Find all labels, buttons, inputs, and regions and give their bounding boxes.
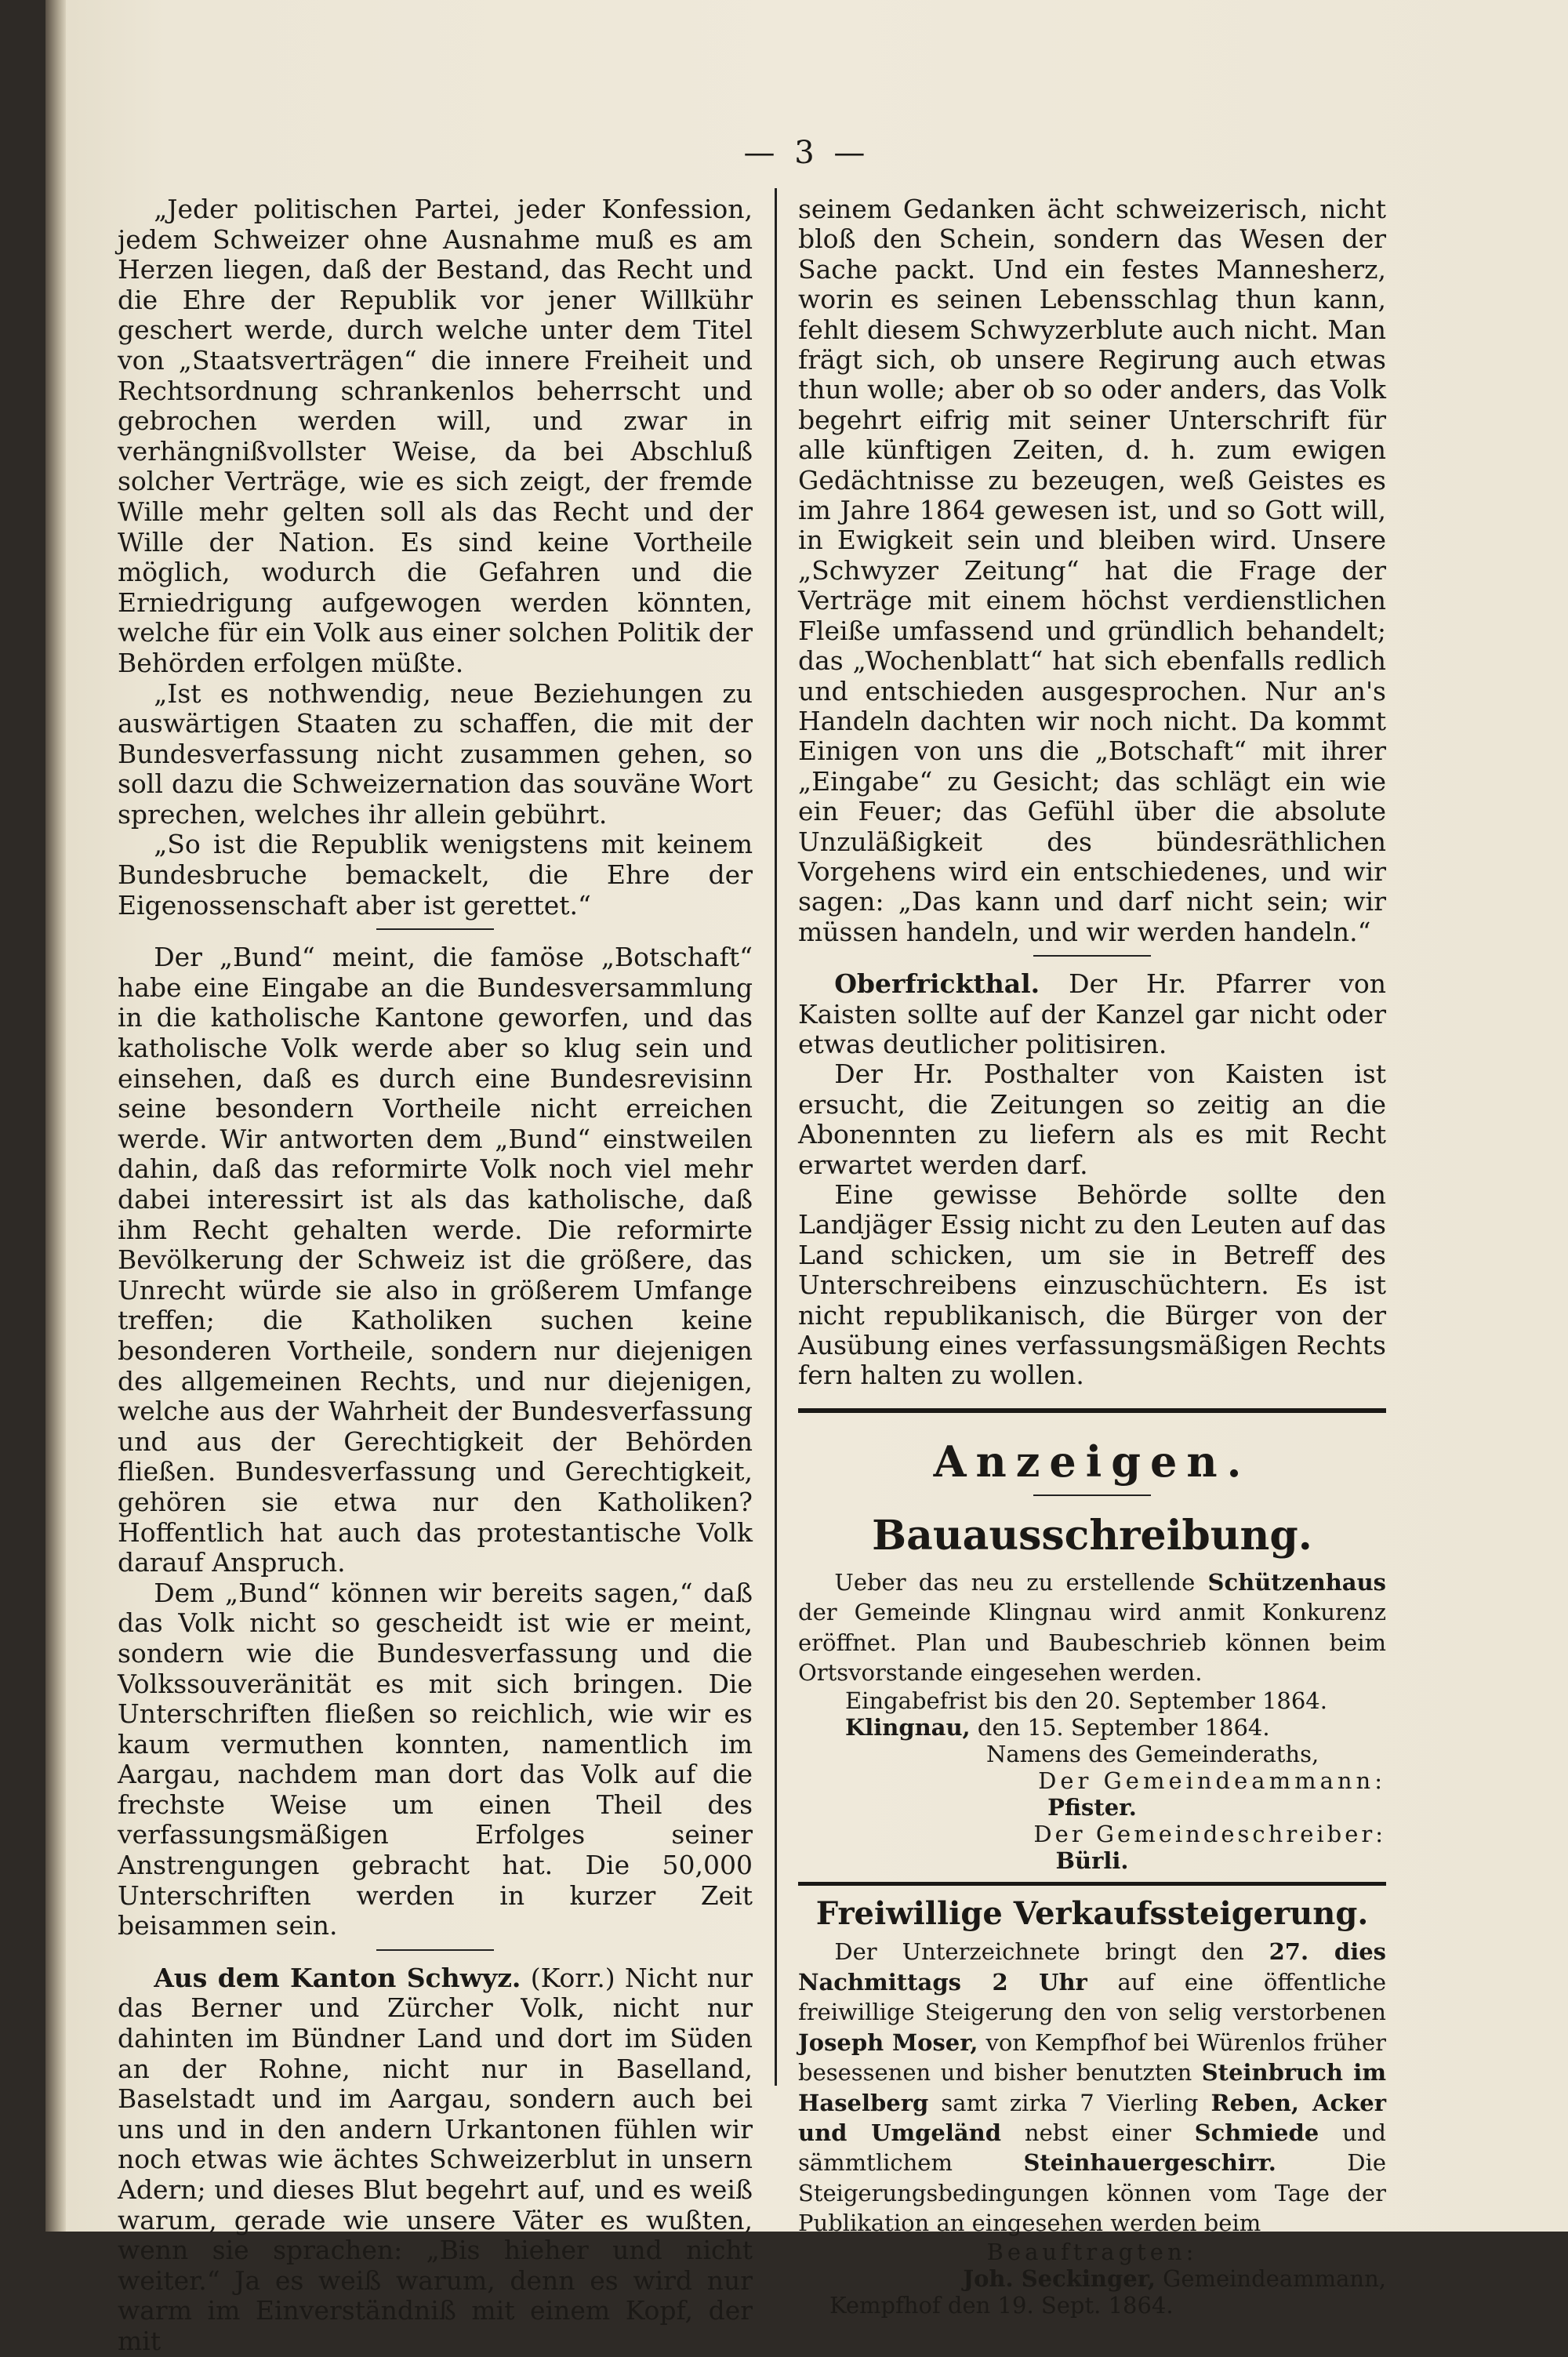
fv-text-3: von Kempfhof bei Würenlos früher besessenen und bisher benutzten [798,2028,1386,2086]
page-number: — 3 — [743,135,870,171]
fv-text-6: und sämmtlichem [798,2119,1386,2177]
anzeigen-heading: Anzeigen. [933,1436,1251,1487]
verkaufssteigerung-ad [798,1895,1386,2318]
bau-text-before: Ueber das neu zu erstellende [834,1568,1196,1596]
bau-text-bold: Schützenhaus [1207,1568,1386,1596]
heavy-rule [798,1408,1386,1413]
column-divider [775,188,777,2086]
bau-place-date [798,1714,1386,1741]
fv-signer-title: Gemeindeammann, [1163,2264,1386,2292]
fv-text-5: nebst einer [1024,2119,1171,2146]
posthalter-paragraph: Der Hr. Posthalter von Kaisten ist ersucht, die Zeitungen so zeitig an die Abonennten zu liefern als es mit Recht erwartet werden darf. [798,1059,1386,1180]
bau-namens: Namens des Gemeinderaths, [986,1741,1319,1768]
schwyz-text: (Korr.) Nicht nur das Berner und Zürcher Volk, nicht nur dahinten im Bündner Land und dort im Süden an der Rohne, nicht nur in Baselland, Baselstadt und im Aargau, sondern auch bei uns und in den andern Urkantonen fühlen wir noch etwas wie ächtes Schweizerblut in unsern Adern; und dieses Blut begehrt auf, und es weiß warum, gerade wie unsere Väter es wußten, wenn sie sprachen: „Bis hieher und nicht weiter.“ Ja es weiß warum, denn es wird nur warm im Einverständniß mit einem Kopf, der mit [118,1962,753,2356]
bauausschreibung-ad [798,1512,1386,1875]
schwyz-article [118,1963,753,2357]
fv-signer: Joh. Seckinger, [963,2264,1156,2292]
bau-text-after: der Gemeinde Klingnau wird anmit Konkurenz eröffnet. Plan und Baubeschrieb können beim Ortsvorstande eingesehen werden. [798,1599,1386,1687]
fv-bold-5: Schmiede [1194,2119,1319,2146]
fv-signer-line [798,2265,1386,2292]
fv-bold-1: 27. dies Nachmittags 2 Uhr [798,1938,1386,1996]
bau-schreiber-label: Der Gemeindeschreiber: [1033,1821,1386,1848]
section-separator [1033,955,1151,957]
fv-text-4: samt zirka 7 Vierling [941,2089,1199,2116]
bau-text [798,1567,1386,1688]
article-paragraph: Der „Bund“ meint, die famöse „Botschaft“ habe eine Eingabe an die Bundesversammlung in die katholische Kantone geworfen, und das katholische Volk werde aber so klug sein und einsehen, daß es durch eine Bundesrevisinn seine besondern Vortheile nicht erreichen werde. Wir antworten dem „Bund“ einstweilen dahin, daß das reformirte Volk noch viel mehr dabei interessirt ist als das katholische, daß ihm Recht gehalten werde. Die reformirte Bevölkerung der Schweiz ist die größere, das Unrecht würde sie also in größerem Umfange treffen; die Katholiken suchen keine besonderen Vortheile, sondern nur diejenigen des allgemeinen Rechts, und nur diejenigen, welche aus der Wahrheit der Bundesverfassung und aus der Gerechtigkeit der Behörden fließen. Bundesverfassung und Gerechtigkeit, gehören sie etwa nur den Katholiken? Hoffentlich hat auch das protestantische Volk darauf Anspruch. [118,942,753,1578]
fv-beauftragten: Beauftragten: [986,2238,1198,2265]
fv-text-2: auf eine öffentliche freiwillige Steigerung den von selig verstorbenen [798,1968,1387,2026]
article-paragraph: „So ist die Republik wenigstens mit keinem Bundesbruche bemackelt, die Ehre der Eigenossenschaft aber ist gerettet.“ [118,829,753,921]
article-paragraph: „Jeder politischen Partei, jeder Konfession, jedem Schweizer ohne Ausnahme muß es am Herzen liegen, daß der Bestand, das Recht und die Ehre der Republik vor jener Willkühr geschert werde, durch welche unter dem Titel von „Staatsverträgen“ die innere Freiheit und Rechtsordnung schrankenlos beherrscht und gebrochen werden will, und zwar in verhängnißvollster Weise, da bei Abschluß solcher Verträge, wie es sich zeigt, der fremde Wille mehr gelten soll als das Recht und der Wille der Nation. Es sind keine Vortheile möglich, wodurch die Gefahren und die Erniedrigung aufgewogen werden könnten, welche für ein Volk aus einer solchen Politik der Behörden erfolgen müßte. [118,194,753,678]
fv-bold-2: Joseph Moser, [798,2028,978,2056]
section-separator [1033,1494,1151,1496]
bau-ammann-name: Pfister. [1047,1794,1137,1821]
bau-place: Klingnau, [845,1714,971,1741]
bau-schreiber-name: Bürli. [1055,1847,1129,1875]
left-column [118,194,753,2357]
schwyz-heading: Aus dem Kanton Schwyz. [154,1962,521,1993]
fv-place-date: Kempfhof den 19. Sept. 1864. [829,2291,1174,2319]
page-fold-shadow [45,0,66,2232]
article-paragraph: „Ist es nothwendig, neue Beziehungen zu auswärtigen Staaten zu schaffen, die mit der Bundesverfassung nicht zusammen gehen, so soll dazu die Schweizernation das souväne Wort sprechen, welches ihr allein gebührt. [118,677,753,830]
fv-text-7: Die Steigerungsbedingungen können vom Tage der Publikation an eingesehen werden beim [798,2149,1386,2237]
newspaper-page [45,0,1568,2356]
fv-heading: Freiwillige Verkaufssteigerung. [815,1895,1369,1933]
section-separator [376,928,494,930]
fv-text-1: Der Unterzeichnete bringt den [834,1938,1244,1966]
oberfrick-text: Der Hr. Pfarrer von Kaisten sollte auf der Kanzel gar nicht oder etwas deutlicher politisiren. [798,968,1386,1059]
behoerde-paragraph: Eine gewisse Behörde sollte den Landjäger Essig nicht zu den Leuten auf das Land schicken, um sie in Betreff des Unterschreibens einzuschüchtern. Es ist nicht republikanisch, die Bürger von der Ausübung eines verfassungsmäßigen Rechts fern halten zu wollen. [798,1179,1386,1391]
heavy-rule [798,1882,1386,1886]
bau-deadline: Eingabefrist bis den 20. September 1864. [845,1687,1327,1715]
bau-date: den 15. September 1864. [977,1714,1270,1741]
bau-heading: Bauausschreibung. [872,1511,1312,1560]
fv-bold-4: Reben, Acker und Umgeländ [798,2089,1387,2146]
fv-bold-3: Steinbruch im Haselberg [798,2059,1387,2116]
schwyz-continuation: seinem Gedanken ächt schweizerisch, nicht bloß den Schein, sondern das Wesen der Sache packt. Und ein festes Mannesherz, worin es seinen Lebensschlag thun kann, fehlt diesem Schwyzerblute auch nicht. Man frägt sich, ob unsere Regirung auch etwas thun wolle; aber ob so oder anders, das Volk begehrt eifrig mit seiner Unterschrift für alle künftigen Zeiten, d. h. zum ewigen Gedächtnisse zu bezeugen, weß Geistes es im Jahre 1864 gewesen ist, und so Gott will, in Ewigkeit sein und bleiben wird. Unsere „Schwyzer Zeitung“ hat die Frage der Verträge mit einem höchst verdienstlichen Fleiße umfassend und gründlich behandelt; das „Wochenblatt“ hat sich ebenfalls redlich und entschieden ausgesprochen. Nur an's Handeln dachten wir noch nicht. Da kommt Einigen von uns die „Botschaft“ mit ihrer „Eingabe“ zu Gesicht; das schlägt ein wie ein Feuer; das Gefühl über die absolute Unzuläßigkeit des bündesräthlichen Vorgehens wird ein entschiedenes, und wir sagen: „Das kann und darf nicht sein; wir müssen handeln, und wir werden handeln.“ [798,194,1386,947]
article-paragraph: Dem „Bund“ können wir bereits sagen,“ daß das Volk nicht so gescheidt ist wie er meint, sondern wie die Bundesverfassung und die Volkssouveränität es mit sich bringen. Die Unterschriften fließen so reichlich, wie wir es kaum vermuthen konnten, namentlich im Aargau, nachdem man dort das Volk auf die frechste Weise um einen Theil des verfassungsmäßigen Erfolges seiner Anstrengungen gebracht hat. Die 50,000 Unterschriften werden in kurzer Zeit beisammen sein. [118,1577,753,1941]
bau-ammann-label: Der Gemeindeammann: [1038,1767,1386,1795]
section-separator [376,1949,494,1951]
right-column [798,194,1386,2319]
oberfrick-article [798,969,1386,1059]
fv-bold-6: Steinhauergeschirr. [1023,2149,1276,2177]
fv-text [798,1937,1386,2238]
oberfrick-heading: Oberfrickthal. [834,968,1040,1000]
